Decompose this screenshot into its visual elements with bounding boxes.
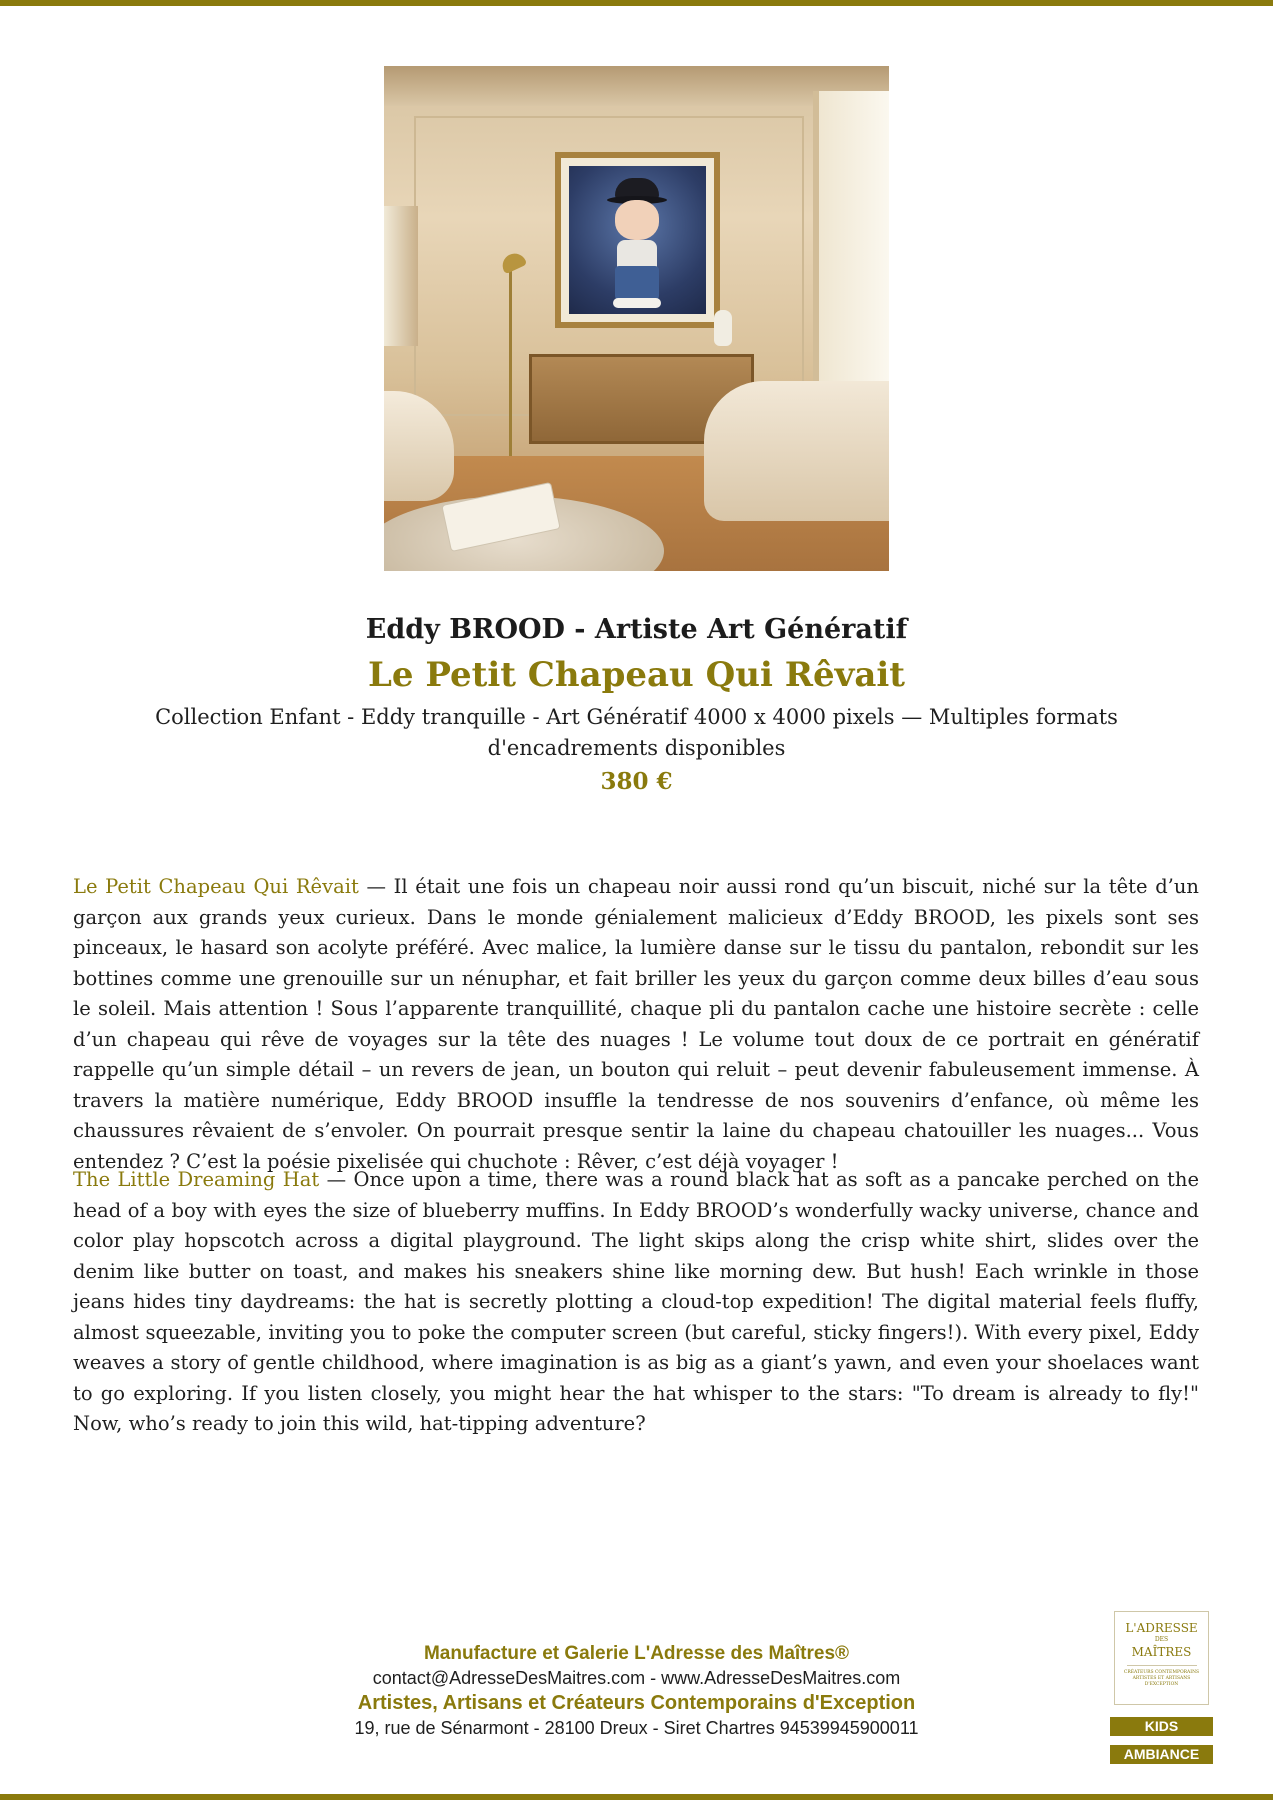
- framed-artwork: [555, 152, 720, 328]
- brand-logo: [1114, 1611, 1209, 1705]
- photo-vase: [714, 310, 732, 346]
- artwork-shoes: [613, 298, 661, 308]
- photo-sofa: [704, 381, 889, 521]
- footer-company: Manufacture et Galerie L'Adresse des Maîtres®: [423, 1643, 850, 1664]
- description-english-lead: The Little Dreaming Hat: [73, 1168, 320, 1191]
- artwork-jeans: [615, 266, 659, 300]
- photo-floor-lamp: [509, 266, 512, 456]
- artwork-title: Le Petit Chapeau Qui Rêvait: [367, 655, 905, 695]
- description-english-text: — Once upon a time, there was a round black hat as soft as a pancake perched on the head of a boy with eyes the size of blueberry muffins. In Eddy BROOD’s wonderfully wacky universe, chance and color play hopscotch across a digital playground. The light skips along the crisp white shirt, slides over the denim like butter on toast, and makes his sneakers shine like morning dew. But hush! Each wrinkle in those jeans hides tiny daydreams: the hat is secretly plotting a cloud-top expedition! The digital material feels fluffy, almost squeezable, inviting you to poke the computer screen (but careful, sticky fingers!). With every pixel, Eddy weaves a story of gentle childhood, where imagination is as big as a giant’s yawn, and even your shoelaces want to go exploring. If you listen closely, you might hear the hat whisper to the stars: "To dream is already to fly!" Now, who’s ready to join this wild, hat-tipping adventure?: [73, 1168, 1199, 1435]
- logo-line-4: CRÉATEURS CONTEMPORAINS ARTISTES ET ARTISANS D'EXCEPTION: [1123, 1670, 1200, 1687]
- artwork-boy-with-hat: [569, 166, 706, 314]
- bottom-border: [0, 1794, 1273, 1800]
- description-english: [73, 1165, 1199, 1440]
- footer-address: 19, rue de Sénarmont - 28100 Dreux - Siret Chartres 94539945900011: [354, 1718, 919, 1738]
- logo-line-3: MAÎTRES: [1131, 1645, 1192, 1659]
- tag-ambiance[interactable]: AMBIANCE: [1110, 1745, 1213, 1764]
- footer-contact: contact@AdresseDesMaitres.com - www.AdresseDesMaitres.com: [372, 1668, 901, 1688]
- photo-window-left: [384, 206, 418, 346]
- footer-tagline: Artistes, Artisans et Créateurs Contemporains d'Exception: [357, 1692, 916, 1714]
- artwork-price: 380 €: [600, 768, 673, 795]
- description-french: [73, 872, 1199, 1177]
- description-french-text: — Il était une fois un chapeau noir aussi rond qu’un biscuit, niché sur la tête d’un garçon aux grands yeux curieux. Dans le monde génialement malicieux d’Eddy BROOD, les pixels sont ses pinceaux, le hasard son acolyte préféré. Avec malice, la lumière danse sur le tissu du pantalon, rebondit sur les bottines comme une grenouille sur un nénuphar, et fait briller les yeux du garçon comme deux billes d’eau sous le soleil. Mais attention ! Sous l’apparente tranquillité, chaque pli du pantalon cache une histoire secrète : celle d’un chapeau qui rêve de voyages sur la tête des nuages ! Le volume tout doux de ce portrait en génératif rappelle qu’un simple détail – un revers de jean, un bouton qui reluit – peut devenir fabuleusement immense. À travers la matière numérique, Eddy BROOD insuffle la tendresse de nos souvenirs d’enfance, où même les chaussures rêvaient de s’envoler. On pourrait presque sentir la laine du chapeau chatouiller les nuages... Vous entendez ? C’est la poésie pixelisée qui chuchote : Rêver, c’est déjà voyager !: [73, 875, 1199, 1173]
- artist-heading: Eddy BROOD - Artiste Art Génératif: [365, 614, 908, 645]
- artwork-room-photo: [384, 66, 889, 571]
- logo-divider: [1127, 1665, 1197, 1666]
- artwork-mat: [561, 158, 714, 322]
- description-french-lead: Le Petit Chapeau Qui Rêvait: [73, 875, 359, 898]
- artwork-subtitle: Collection Enfant - Eddy tranquille - Art Génératif 4000 x 4000 pixels — Multiples formats d'encadrements disponibles: [155, 705, 1118, 760]
- logo-line-2: DES: [1154, 1636, 1169, 1643]
- artwork-face: [615, 200, 659, 240]
- tag-kids[interactable]: KIDS: [1110, 1717, 1213, 1736]
- logo-line-1: L'ADRESSE: [1125, 1621, 1198, 1635]
- top-border: [0, 0, 1273, 6]
